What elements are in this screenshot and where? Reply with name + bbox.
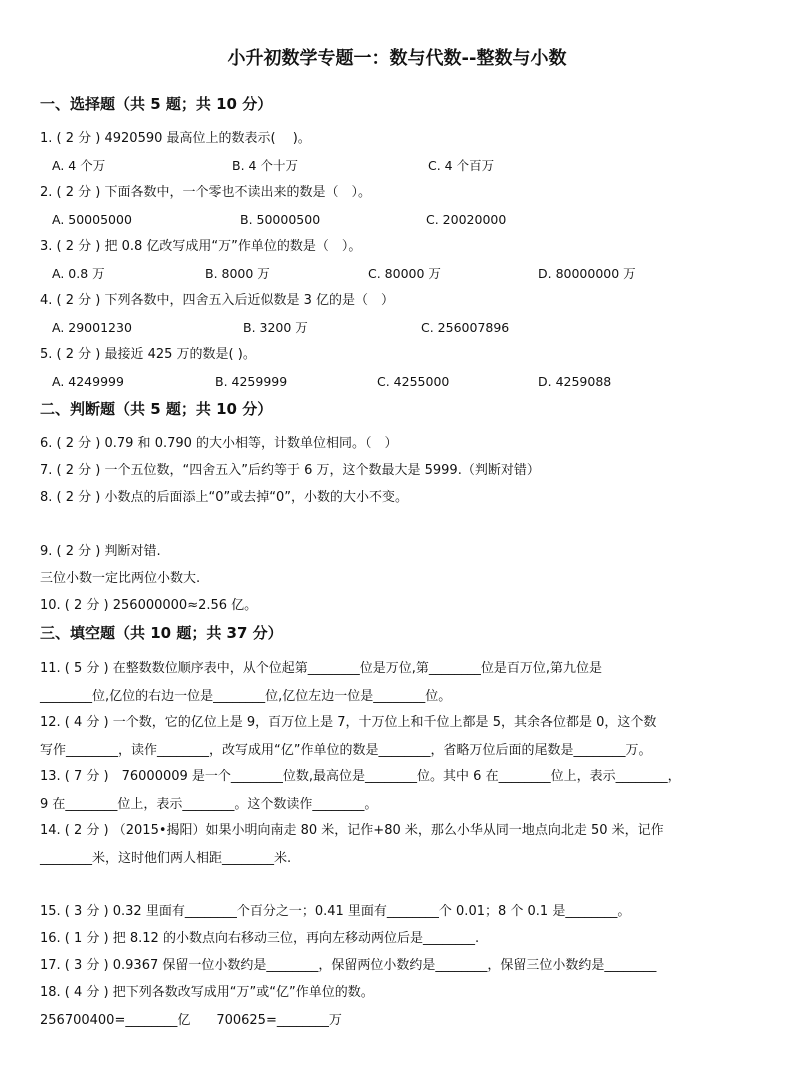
section-heading-judgement: 二、判断题（共 5 题；共 10 分） [40, 400, 273, 418]
option-a: A. 29001230 [52, 320, 132, 335]
question-10: 10. ( 2 分 ) 256000000≈2.56 亿。 [40, 598, 258, 613]
question-13: 13. ( 7 分 ) 76000009 是一个________位数,最高位是________位。其中 6 在________位上，表示________， [40, 769, 681, 784]
option-b: B. 3200 万 [243, 320, 308, 335]
section-heading-fill-in: 三、填空题（共 10 题；共 37 分） [40, 624, 283, 642]
question-4: 4. ( 2 分 ) 下列各数中，四舍五入后近似数是 3 亿的是（ ） [40, 293, 395, 308]
question-3-options [52, 265, 752, 283]
option-b: B. 8000 万 [205, 266, 270, 281]
section-heading-choice: 一、选择题（共 5 题；共 10 分） [40, 95, 273, 113]
question-2: 2. ( 2 分 ) 下面各数中，一个零也不读出来的数是（ ）。 [40, 185, 371, 200]
question-13-continued: 9 在________位上，表示________。这个数读作________。 [40, 797, 378, 812]
option-b: B. 4259999 [215, 374, 288, 389]
option-a: A. 4249999 [52, 374, 124, 389]
question-15: 15. ( 3 分 ) 0.32 里面有________个百分之一；0.41 里面有________个 0.01；8 个 0.1 是________。 [40, 904, 631, 919]
question-6: 6. ( 2 分 ) 0.79 和 0.790 的大小相等，计数单位相同。（ ） [40, 436, 398, 451]
option-c: C. 4 个百万 [428, 158, 495, 173]
question-7: 7. ( 2 分 ) 一个五位数，“四舍五入”后约等于 6 万，这个数最大是 5999.（判断对错） [40, 463, 540, 478]
question-14-continued: ________米，这时他们两人相距________米. [40, 851, 292, 866]
option-a: A. 0.8 万 [52, 266, 105, 281]
question-12: 12. ( 4 分 ) 一个数，它的亿位上是 9，百万位上是 7，十万位上和千位上都是 5，其余各位都是 0，这个数 [40, 715, 657, 730]
option-d: D. 4259088 [538, 374, 612, 389]
page-title: 小升初数学专题一：数与代数--整数与小数 [227, 48, 567, 69]
question-11: 11. ( 5 分 ) 在整数数位顺序表中，从个位起第________位是万位,第________位是百万位,第九位是 [40, 661, 603, 676]
question-1-options [52, 157, 752, 175]
question-4-options [52, 319, 752, 337]
question-18-answers: 256700400=________亿 700625=________万 [40, 1013, 342, 1028]
option-d: D. 80000000 万 [538, 266, 636, 281]
question-16: 16. ( 1 分 ) 把 8.12 的小数点向右移动三位，再向左移动两位后是________. [40, 931, 480, 946]
option-a: A. 4 个万 [52, 158, 106, 173]
question-17: 17. ( 3 分 ) 0.9367 保留一位小数约是________，保留两位小数约是________，保留三位小数约是________ [40, 958, 657, 973]
option-c: C. 4255000 [377, 374, 450, 389]
option-c: C. 80000 万 [368, 266, 441, 281]
question-12-continued: 写作________，读作________，改写成用“亿”作单位的数是________，省略万位后面的尾数是________万。 [40, 743, 652, 758]
question-14: 14. ( 2 分 ) （2015•揭阳）如果小明向南走 80 米，记作+80 米，那么小华从同一地点向北走 50 米，记作 [40, 823, 664, 838]
question-9-statement: 三位小数一定比两位小数大. [40, 571, 201, 586]
option-c: C. 20020000 [426, 212, 507, 227]
question-2-options [52, 211, 752, 229]
question-11-continued: ________位,亿位的右边一位是________位,亿位左边一位是________位。 [40, 689, 452, 704]
question-1: 1. ( 2 分 ) 4920590 最高位上的数表示( )。 [40, 131, 311, 146]
option-a: A. 50005000 [52, 212, 132, 227]
option-b: B. 4 个十万 [232, 158, 298, 173]
question-8: 8. ( 2 分 ) 小数点的后面添上“0”或去掉“0”，小数的大小不变。 [40, 490, 408, 505]
question-9: 9. ( 2 分 ) 判断对错. [40, 544, 161, 559]
question-5-options [52, 373, 752, 391]
question-5: 5. ( 2 分 ) 最接近 425 万的数是( )。 [40, 347, 256, 362]
question-3: 3. ( 2 分 ) 把 0.8 亿改写成用“万”作单位的数是（ ）。 [40, 239, 362, 254]
option-b: B. 50000500 [240, 212, 321, 227]
question-18: 18. ( 4 分 ) 把下列各数改写成用“万”或“亿”作单位的数。 [40, 985, 374, 1000]
option-c: C. 256007896 [421, 320, 510, 335]
